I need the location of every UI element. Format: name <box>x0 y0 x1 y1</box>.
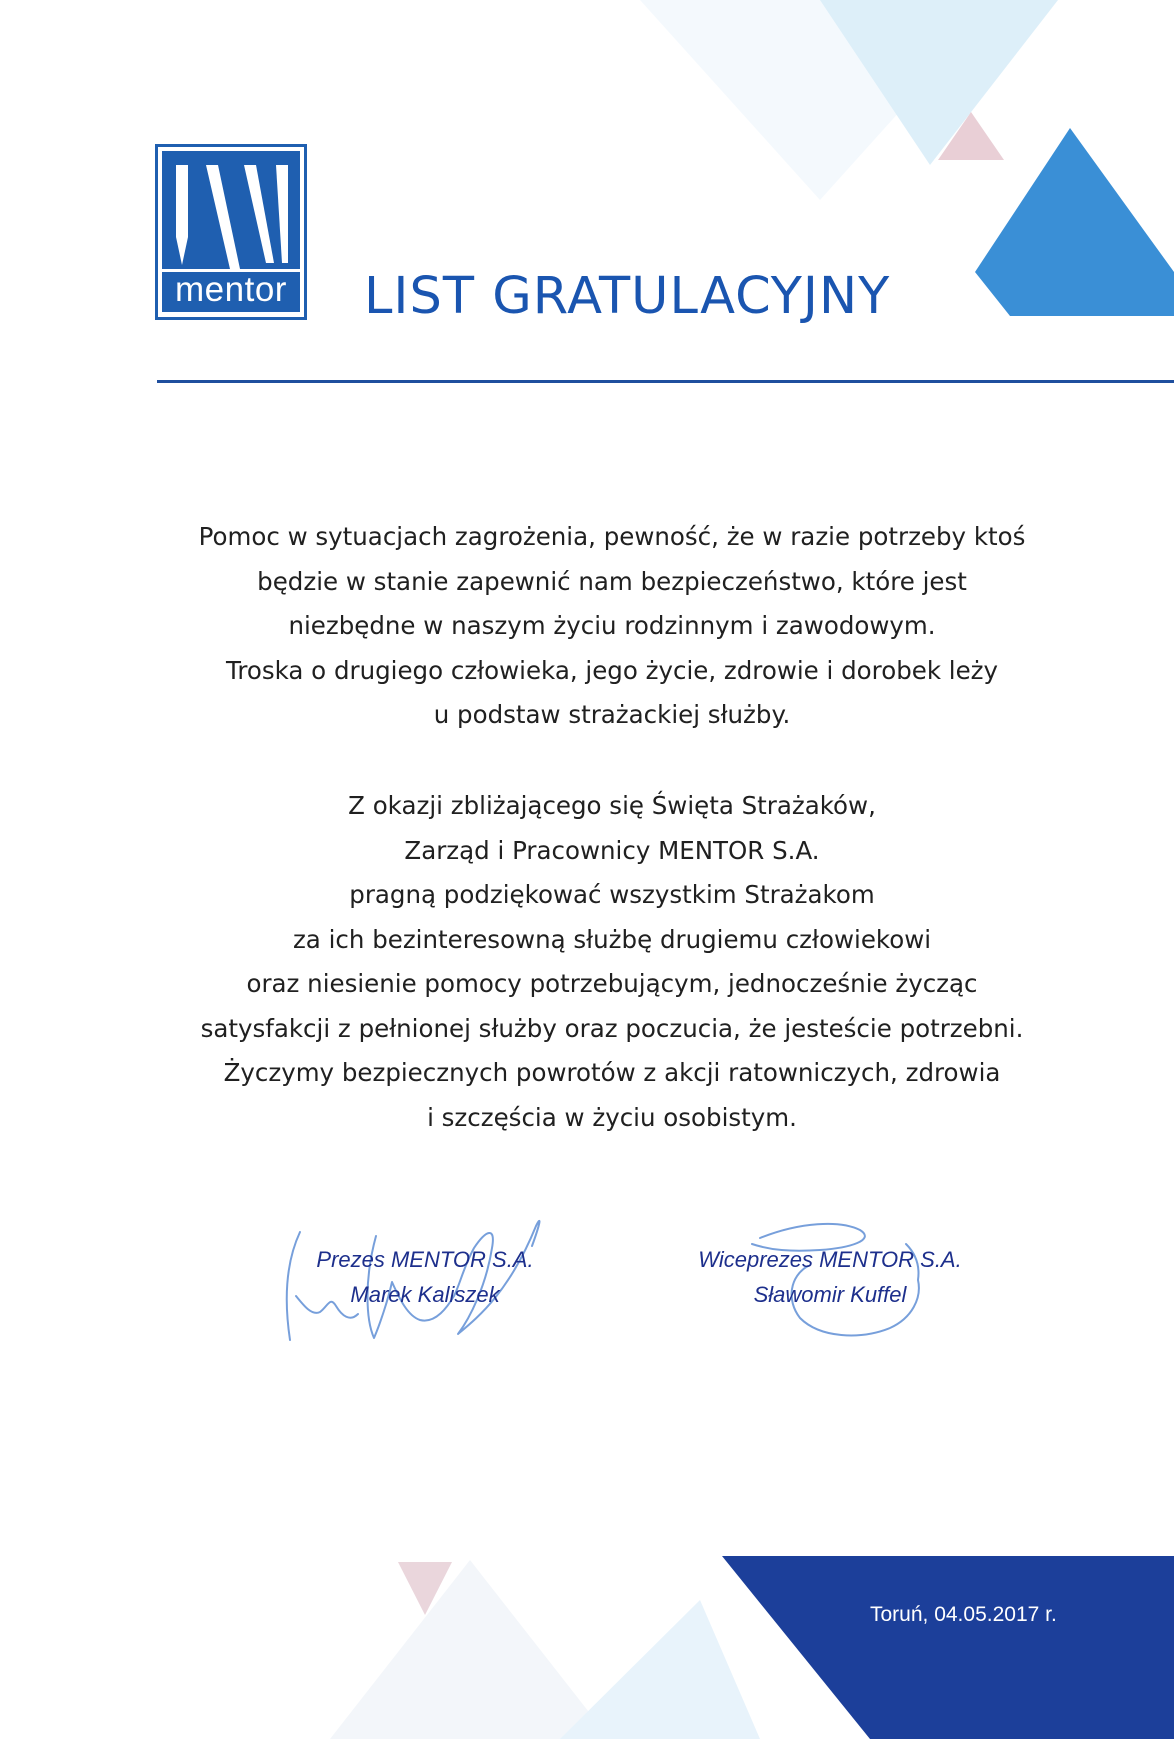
signature-block-president <box>280 1242 570 1312</box>
signature-role: Wiceprezes MENTOR S.A. <box>698 1247 962 1272</box>
paragraph-line: satysfakcji z pełnionej służby oraz poczucia, że jesteście potrzebni. <box>200 1013 1024 1043</box>
paragraph-1 <box>120 515 1104 738</box>
logo-wordmark: mentor <box>175 270 287 309</box>
paragraph-line: Z okazji zbliżającego się Święta Strażaków, <box>348 791 876 820</box>
title-divider <box>157 380 1174 383</box>
faint-triangle-bottom-left <box>330 1560 610 1739</box>
paragraph-line: oraz niesienie pomocy potrzebującym, jednocześnie życząc <box>246 969 978 998</box>
paragraph-line: u podstaw strażackiej służby. <box>433 700 791 729</box>
footer-band <box>722 1556 1174 1739</box>
paragraph-line: za ich bezinteresowną służbę drugiemu człowiekowi <box>292 924 932 954</box>
signature-role: Prezes MENTOR S.A. <box>316 1247 534 1272</box>
paragraph-line: Zarząd i Pracownicy MENTOR S.A. <box>404 835 820 865</box>
signature-name: Sławomir Kuffel <box>753 1282 907 1307</box>
place-and-date: Toruń, 04.05.2017 r. <box>870 1603 1057 1626</box>
blue-triangle <box>975 128 1174 316</box>
page-title: LIST GRATULACYJNY <box>364 267 891 326</box>
paragraph-line: Pomoc w sytuacjach zagrożenia, pewność, że w razie potrzeby ktoś <box>198 522 1026 551</box>
logo-emblem <box>162 151 300 312</box>
signature-name: Marek Kaliszek <box>350 1282 500 1307</box>
paragraph-line: pragną podziękować wszystkim Strażakom <box>349 880 875 909</box>
paragraph-2 <box>120 784 1104 1140</box>
mentor-logo <box>155 144 307 320</box>
signature-block-vice-president <box>670 1242 990 1312</box>
paragraph-line: niezbędne w naszym życiu rodzinnym i zawodowym. <box>288 611 936 640</box>
light-blue-triangle-bottom <box>560 1600 760 1739</box>
paragraph-line: będzie w stanie zapewnić nam bezpieczeństwo, które jest <box>257 566 967 596</box>
paragraph-line: Troska o drugiego człowieka, jego życie, zdrowie i dorobek leży <box>225 655 999 685</box>
paragraph-line: Życzymy bezpiecznych powrotów z akcji ratowniczych, zdrowia <box>223 1058 1001 1087</box>
paragraph-line: i szczęścia w życiu osobistym. <box>427 1102 797 1132</box>
